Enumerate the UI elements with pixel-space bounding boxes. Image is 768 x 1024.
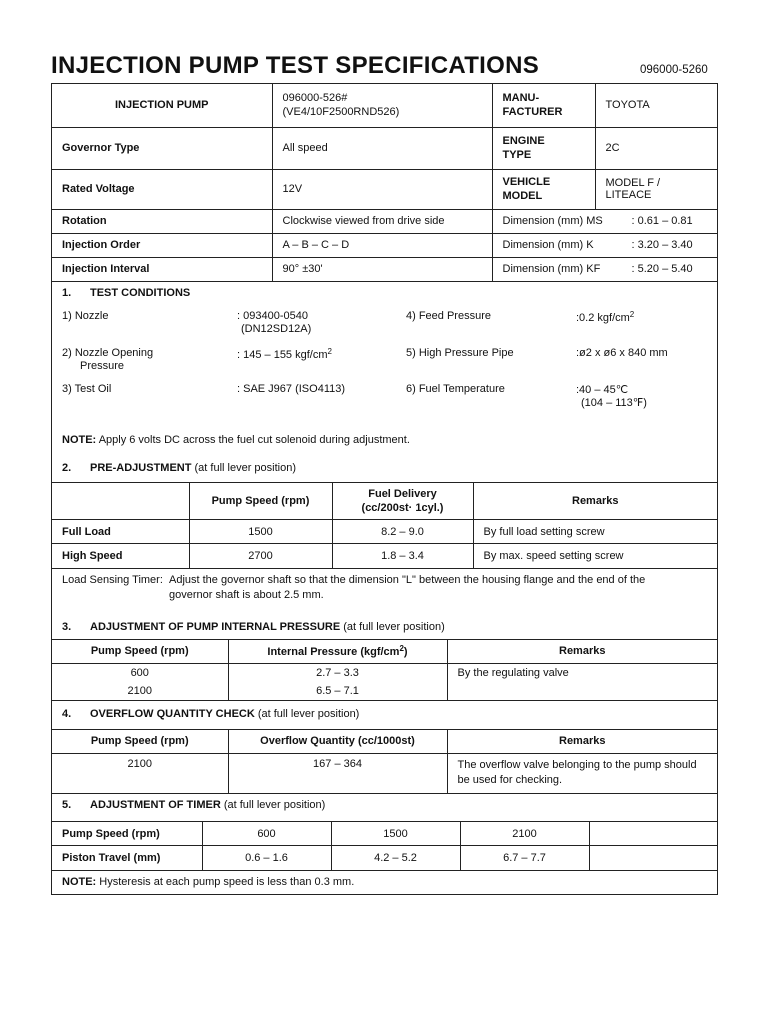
remarks-line1: The overflow valve belonging to the pump should xyxy=(457,758,697,771)
vehicle-label-line2: MODEL xyxy=(502,190,543,202)
timer-text-line1: Adjust the governor shaft so that the dimension "L" between the housing flange and the end of the xyxy=(169,573,646,586)
engine-label-line1: ENGINE xyxy=(502,135,545,147)
remarks-header: Remarks xyxy=(473,483,717,520)
test-conditions-heading xyxy=(62,287,190,299)
section-number: 3. xyxy=(62,620,72,633)
governor-value: All speed xyxy=(272,127,492,169)
oil-value: : SAE J967 (ISO4113) xyxy=(237,383,346,395)
test-conditions-note xyxy=(62,434,410,446)
row-remarks: By full load setting screw xyxy=(473,520,717,544)
note-label: NOTE: xyxy=(62,434,97,446)
internal-pressure-header-sup: 2 xyxy=(399,644,404,653)
feed-pressure-sup: 2 xyxy=(629,310,635,319)
row-speed: 1500 xyxy=(189,520,332,544)
row-remarks: By max. speed setting screw xyxy=(473,544,717,568)
pre-adjustment-heading xyxy=(62,462,296,474)
internal-pressure-header xyxy=(228,639,447,663)
governor-label: Governor Type xyxy=(52,127,272,169)
row-delivery: 8.2 – 9.0 xyxy=(332,520,473,544)
manufacturer-value: TOYOTA xyxy=(595,84,717,127)
table-row xyxy=(52,544,717,568)
dimension-kf xyxy=(492,257,717,281)
manufacturer-label xyxy=(492,84,595,127)
nozzle-code: (DN12SD12A) xyxy=(241,323,312,335)
speed-cell xyxy=(589,822,717,846)
test-conditions-section xyxy=(52,281,717,482)
engine-value: 2C xyxy=(595,127,717,169)
row-label: Pump Speed (rpm) xyxy=(52,822,202,846)
timer-label: Load Sensing Timer: xyxy=(62,573,163,586)
remarks-cell xyxy=(447,753,717,793)
section-suffix: (at full lever position) xyxy=(343,620,445,633)
pressure-value: 2.7 – 3.3 xyxy=(316,666,359,679)
feed-pressure-value xyxy=(576,310,634,324)
overflow-table xyxy=(52,729,717,794)
load-sensing-timer xyxy=(52,568,717,639)
section-suffix: (at full lever position) xyxy=(223,799,326,811)
table-row xyxy=(52,822,717,846)
travel-cell: 0.6 – 1.6 xyxy=(202,846,331,870)
speed-value: 600 xyxy=(130,666,149,679)
section-title: ADJUSTMENT OF PUMP INTERNAL PRESSURE xyxy=(90,620,341,633)
timer-table xyxy=(52,821,717,870)
fuel-delivery-header-line2: (cc/200st· 1cyl.) xyxy=(361,502,444,514)
vehicle-label-line1: VEHICLE xyxy=(502,176,551,188)
row-delivery: 1.8 – 3.4 xyxy=(332,544,473,568)
dimension-kf-value: : 5.20 – 5.40 xyxy=(631,263,693,276)
manufacturer-label-line1: MANU- xyxy=(502,92,540,105)
order-value: A – B – C – D xyxy=(272,233,492,257)
row-label: Piston Travel (mm) xyxy=(52,846,202,870)
engine-label xyxy=(492,127,595,169)
section-number: 5. xyxy=(62,799,72,811)
speed-cell: 2100 xyxy=(52,753,228,793)
internal-pressure-header-close: ) xyxy=(403,646,408,658)
temperature-label: 6) Fuel Temperature xyxy=(406,383,505,395)
travel-cell: 6.7 – 7.7 xyxy=(460,846,589,870)
overflow-heading-row xyxy=(52,700,717,729)
note-text: Apply 6 volts DC across the fuel cut solenoid during adjustment. xyxy=(98,434,410,446)
nozzle-value: : 093400-0540 xyxy=(237,310,308,322)
pipe-value: :ø2 x ø6 x 840 mm xyxy=(576,347,668,359)
opening-value-text: : 145 – 155 kgf/cm xyxy=(237,349,328,361)
temperature-value-f: (104 – 113℉) xyxy=(581,397,647,409)
temperature-value-c: :40 – 45℃ xyxy=(576,384,629,396)
dimension-ms-value: : 0.61 – 0.81 xyxy=(631,215,693,227)
overflow-heading xyxy=(62,708,359,720)
section-number: 4. xyxy=(62,707,72,720)
opening-label: 2) Nozzle Opening xyxy=(62,347,154,359)
pipe-label: 5) High Pressure Pipe xyxy=(406,347,514,359)
timer-note xyxy=(62,876,354,888)
timer-heading xyxy=(62,799,325,811)
remarks-header: Remarks xyxy=(447,729,717,753)
speed-cell: 600 xyxy=(202,822,331,846)
speed-value: 2100 xyxy=(127,684,152,697)
nozzle-label: 1) Nozzle xyxy=(62,310,109,322)
timer-note-row xyxy=(52,870,717,894)
travel-cell xyxy=(589,846,717,870)
fuel-delivery-header-line1: Fuel Delivery xyxy=(368,488,437,500)
dimension-ms-label: Dimension (mm) MS xyxy=(502,215,603,227)
document-number: 096000-5260 xyxy=(640,64,708,76)
section-title: OVERFLOW QUANTITY CHECK xyxy=(90,707,255,720)
opening-label-line2: Pressure xyxy=(80,360,125,372)
section-number: 2. xyxy=(62,462,72,474)
voltage-value: 12V xyxy=(272,169,492,209)
dimension-k-label: Dimension (mm) K xyxy=(502,239,594,251)
section-title: PRE-ADJUSTMENT xyxy=(90,462,192,474)
row-speed: 2700 xyxy=(189,544,332,568)
remarks-line2: be used for checking. xyxy=(457,773,563,786)
dimension-ms xyxy=(492,209,717,233)
remarks-cell: By the regulating valve xyxy=(447,663,717,700)
section-suffix: (at full lever position) xyxy=(257,707,360,720)
table-row xyxy=(52,846,717,870)
pump-part-number: 096000-526# xyxy=(282,92,348,105)
table-row xyxy=(52,663,717,700)
pump-speed-header: Pump Speed (rpm) xyxy=(52,729,228,753)
feed-pressure-text: :0.2 kgf/cm xyxy=(576,312,630,324)
overflow-quantity-header: Overflow Quantity (cc/1000st) xyxy=(228,729,447,753)
voltage-label: Rated Voltage xyxy=(52,169,272,209)
feed-pressure-label: 4) Feed Pressure xyxy=(406,310,491,322)
section-number: 1. xyxy=(62,287,72,299)
speed-cell xyxy=(52,663,228,700)
rotation-label: Rotation xyxy=(52,209,272,233)
section-title: ADJUSTMENT OF TIMER xyxy=(90,799,221,811)
speed-cell: 2100 xyxy=(460,822,589,846)
speed-cell: 1500 xyxy=(331,822,460,846)
quantity-cell: 167 – 364 xyxy=(228,753,447,793)
internal-pressure-header-text: Internal Pressure (kgf/cm xyxy=(267,646,400,658)
section-title: TEST CONDITIONS xyxy=(90,287,191,299)
pump-label: INJECTION PUMP xyxy=(52,84,272,127)
opening-value xyxy=(237,347,332,361)
table-row xyxy=(52,753,717,793)
row-label: High Speed xyxy=(52,544,189,568)
row-label: Full Load xyxy=(52,520,189,544)
section-suffix: (at full lever position) xyxy=(194,462,297,474)
info-table xyxy=(52,84,717,281)
note-text: Hysteresis at each pump speed is less than 0.3 mm. xyxy=(99,875,355,888)
order-label: Injection Order xyxy=(52,233,272,257)
remarks-header: Remarks xyxy=(447,639,717,663)
internal-pressure-table xyxy=(52,639,717,700)
opening-value-sup: 2 xyxy=(327,347,332,356)
page-title: INJECTION PUMP TEST SPECIFICATIONS xyxy=(51,52,540,79)
rotation-value: Clockwise viewed from drive side xyxy=(272,209,492,233)
interval-value: 90° ±30' xyxy=(272,257,492,281)
pump-speed-header: Pump Speed (rpm) xyxy=(52,639,228,663)
spec-sheet xyxy=(51,83,718,895)
note-label: NOTE: xyxy=(62,875,97,888)
vehicle-label xyxy=(492,169,595,209)
pump-speed-header: Pump Speed (rpm) xyxy=(189,483,332,520)
pressure-value: 6.5 – 7.1 xyxy=(316,684,359,697)
internal-pressure-heading xyxy=(62,621,445,633)
dimension-kf-label: Dimension (mm) KF xyxy=(502,263,601,276)
pre-adjustment-corner xyxy=(52,483,189,520)
manufacturer-label-line2: FACTURER xyxy=(502,106,563,119)
vehicle-value: MODEL F / LITEACE xyxy=(595,169,717,209)
timer-heading-row xyxy=(52,793,717,821)
interval-label: Injection Interval xyxy=(52,257,272,281)
pump-model-code: (VE4/10F2500RND526) xyxy=(282,106,400,119)
dimension-k xyxy=(492,233,717,257)
fuel-delivery-header xyxy=(332,483,473,520)
pre-adjustment-table xyxy=(52,482,717,568)
oil-label: 3) Test Oil xyxy=(62,383,112,395)
timer-text-line2: governor shaft is about 2.5 mm. xyxy=(169,588,324,601)
table-row xyxy=(52,520,717,544)
pressure-cell xyxy=(228,663,447,700)
pump-value xyxy=(272,84,492,127)
travel-cell: 4.2 – 5.2 xyxy=(331,846,460,870)
engine-label-line2: TYPE xyxy=(502,149,532,161)
dimension-k-value: : 3.20 – 3.40 xyxy=(631,239,693,251)
